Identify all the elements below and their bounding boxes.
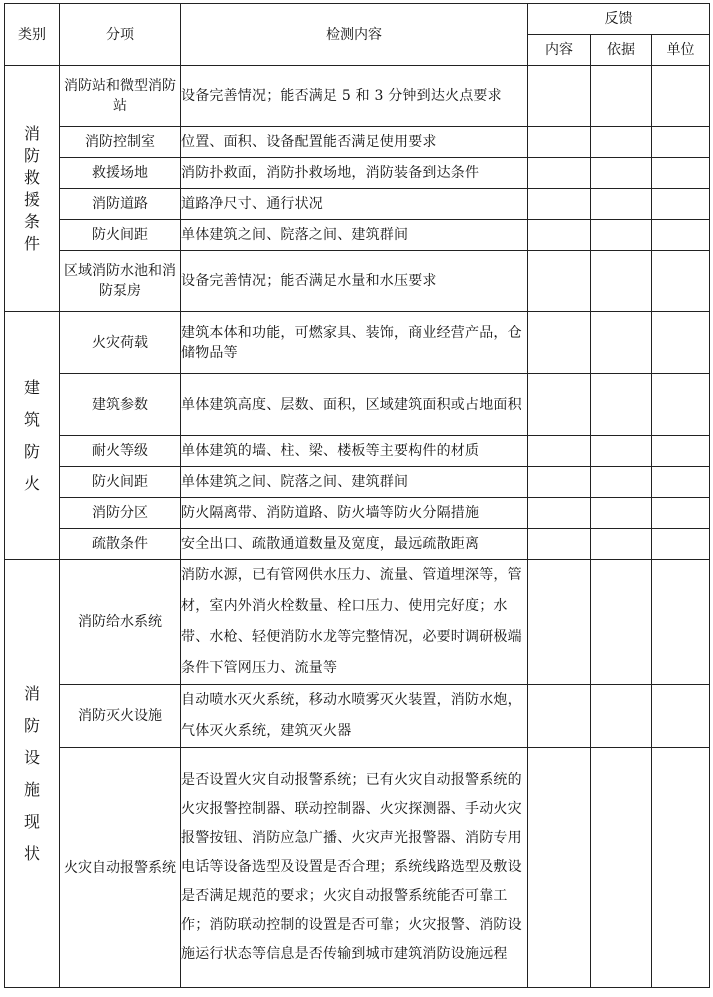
category-cell: [5, 312, 60, 560]
table-row: [5, 189, 710, 220]
feedback-unit-cell[interactable]: [652, 127, 710, 158]
feedback-content-cell[interactable]: [528, 748, 591, 988]
feedback-unit-cell[interactable]: [652, 220, 710, 251]
subitem-cell: 建筑参数: [60, 374, 181, 436]
feedback-unit-cell[interactable]: [652, 158, 710, 189]
feedback-content-cell[interactable]: [528, 560, 591, 685]
content-cell: 安全出口、疏散通道数量及宽度，最远疏散距离: [181, 529, 528, 560]
feedback-basis-cell[interactable]: [591, 436, 652, 467]
content-cell: 单体建筑之间、院落之间、建筑群间: [181, 220, 528, 251]
feedback-unit-cell[interactable]: [652, 189, 710, 220]
feedback-unit-cell[interactable]: [652, 436, 710, 467]
content-cell: 消防水源，已有管网供水压力、流量、管道埋深等，管材，室内外消火栓数量、栓口压力、使用完好度；水带、水枪、轻便消防水龙等完整情况，必要时调研极端条件下管网压力、流量等: [181, 560, 528, 685]
feedback-basis-cell[interactable]: [591, 66, 652, 127]
feedback-basis-cell[interactable]: [591, 127, 652, 158]
subitem-cell: 区域消防水池和消防泵房: [60, 251, 181, 312]
feedback-unit-cell[interactable]: [652, 467, 710, 498]
header-content: 检测内容: [181, 4, 528, 66]
subitem-cell: 耐火等级: [60, 436, 181, 467]
table-row: [5, 748, 710, 988]
feedback-unit-cell[interactable]: [652, 312, 710, 374]
feedback-content-cell[interactable]: [528, 436, 591, 467]
feedback-basis-cell[interactable]: [591, 158, 652, 189]
table-row: [5, 498, 710, 529]
table-row: [5, 158, 710, 189]
content-cell: 位置、面积、设备配置能否满足使用要求: [181, 127, 528, 158]
table-row: [5, 436, 710, 467]
category-label: 消防设施现状: [24, 683, 41, 863]
subitem-cell: 疏散条件: [60, 529, 181, 560]
feedback-basis-cell[interactable]: [591, 498, 652, 529]
content-cell: 单体建筑的墙、柱、梁、楼板等主要构件的材质: [181, 436, 528, 467]
table-row: [5, 251, 710, 312]
subitem-cell: 防火间距: [60, 220, 181, 251]
feedback-content-cell[interactable]: [528, 529, 591, 560]
content-cell: 建筑本体和功能，可燃家具、装饰，商业经营产品，仓储物品等: [181, 312, 528, 374]
feedback-unit-cell[interactable]: [652, 498, 710, 529]
feedback-unit-cell[interactable]: [652, 374, 710, 436]
feedback-unit-cell[interactable]: [652, 529, 710, 560]
feedback-basis-cell[interactable]: [591, 529, 652, 560]
subitem-cell: 火灾自动报警系统: [60, 748, 181, 988]
header-category: 类别: [5, 4, 60, 66]
subitem-cell: 防火间距: [60, 467, 181, 498]
header-subitem: 分项: [60, 4, 181, 66]
table-row: [5, 374, 710, 436]
feedback-basis-cell[interactable]: [591, 748, 652, 988]
content-cell: 单体建筑高度、层数、面积，区域建筑面积或占地面积: [181, 374, 528, 436]
subitem-cell: 消防站和微型消防站: [60, 66, 181, 127]
subitem-cell: 消防分区: [60, 498, 181, 529]
table-row: [5, 529, 710, 560]
category-cell: [5, 66, 60, 312]
table-row: [5, 560, 710, 685]
feedback-basis-cell[interactable]: [591, 251, 652, 312]
category-label: 建筑防火: [24, 377, 41, 493]
table-row: [5, 685, 710, 748]
subitem-cell: 消防灭火设施: [60, 685, 181, 748]
feedback-basis-cell[interactable]: [591, 560, 652, 685]
feedback-basis-cell[interactable]: [591, 374, 652, 436]
header-feedback-unit: 单位: [652, 35, 710, 66]
feedback-content-cell[interactable]: [528, 312, 591, 374]
subitem-cell: 火灾荷载: [60, 312, 181, 374]
inspection-table: [4, 3, 710, 988]
feedback-unit-cell[interactable]: [652, 748, 710, 988]
feedback-unit-cell[interactable]: [652, 560, 710, 685]
table-row: [5, 312, 710, 374]
table-row: [5, 66, 710, 127]
feedback-content-cell[interactable]: [528, 374, 591, 436]
feedback-content-cell[interactable]: [528, 66, 591, 127]
category-label: 消防救援条件: [24, 123, 41, 253]
content-cell: 防火隔离带、消防道路、防火墙等防火分隔措施: [181, 498, 528, 529]
feedback-content-cell[interactable]: [528, 127, 591, 158]
subitem-cell: 消防控制室: [60, 127, 181, 158]
feedback-content-cell[interactable]: [528, 189, 591, 220]
content-cell: 设备完善情况；能否满足水量和水压要求: [181, 251, 528, 312]
header-feedback-basis: 依据: [591, 35, 652, 66]
subitem-cell: 消防道路: [60, 189, 181, 220]
subitem-cell: 救援场地: [60, 158, 181, 189]
table-row: [5, 127, 710, 158]
feedback-basis-cell[interactable]: [591, 220, 652, 251]
category-cell: [5, 560, 60, 988]
feedback-unit-cell[interactable]: [652, 251, 710, 312]
header-feedback-content: 内容: [528, 35, 591, 66]
feedback-basis-cell[interactable]: [591, 312, 652, 374]
subitem-cell: 消防给水系统: [60, 560, 181, 685]
feedback-basis-cell[interactable]: [591, 685, 652, 748]
header-feedback: 反馈: [528, 4, 710, 35]
content-cell: 单体建筑之间、院落之间、建筑群间: [181, 467, 528, 498]
feedback-content-cell[interactable]: [528, 467, 591, 498]
content-cell: 消防扑救面，消防扑救场地，消防装备到达条件: [181, 158, 528, 189]
feedback-content-cell[interactable]: [528, 685, 591, 748]
feedback-content-cell[interactable]: [528, 251, 591, 312]
feedback-unit-cell[interactable]: [652, 685, 710, 748]
feedback-basis-cell[interactable]: [591, 467, 652, 498]
content-cell: 设备完善情况；能否满足 5 和 3 分钟到达火点要求: [181, 66, 528, 127]
table-row: [5, 220, 710, 251]
feedback-content-cell[interactable]: [528, 220, 591, 251]
content-cell: 是否设置火灾自动报警系统；已有火灾自动报警系统的火灾报警控制器、联动控制器、火灾探测器、手动火灾报警按钮、消防应急广播、火灾声光报警器、消防专用电话等设备选型及设置是否合理；系统线路选型及敷设是否满足规范的要求；火灾自动报警系统能否可靠工作；消防联动控制的设置是否可靠；火灾报警、消防设施运行状态等信息是否传输到城市建筑消防设施远程: [181, 748, 528, 988]
feedback-unit-cell[interactable]: [652, 66, 710, 127]
content-cell: 自动喷水灭火系统，移动水喷雾灭火装置，消防水炮，气体灭火系统，建筑灭火器: [181, 685, 528, 748]
feedback-content-cell[interactable]: [528, 158, 591, 189]
table-row: [5, 467, 710, 498]
feedback-basis-cell[interactable]: [591, 189, 652, 220]
feedback-content-cell[interactable]: [528, 498, 591, 529]
content-cell: 道路净尺寸、通行状况: [181, 189, 528, 220]
